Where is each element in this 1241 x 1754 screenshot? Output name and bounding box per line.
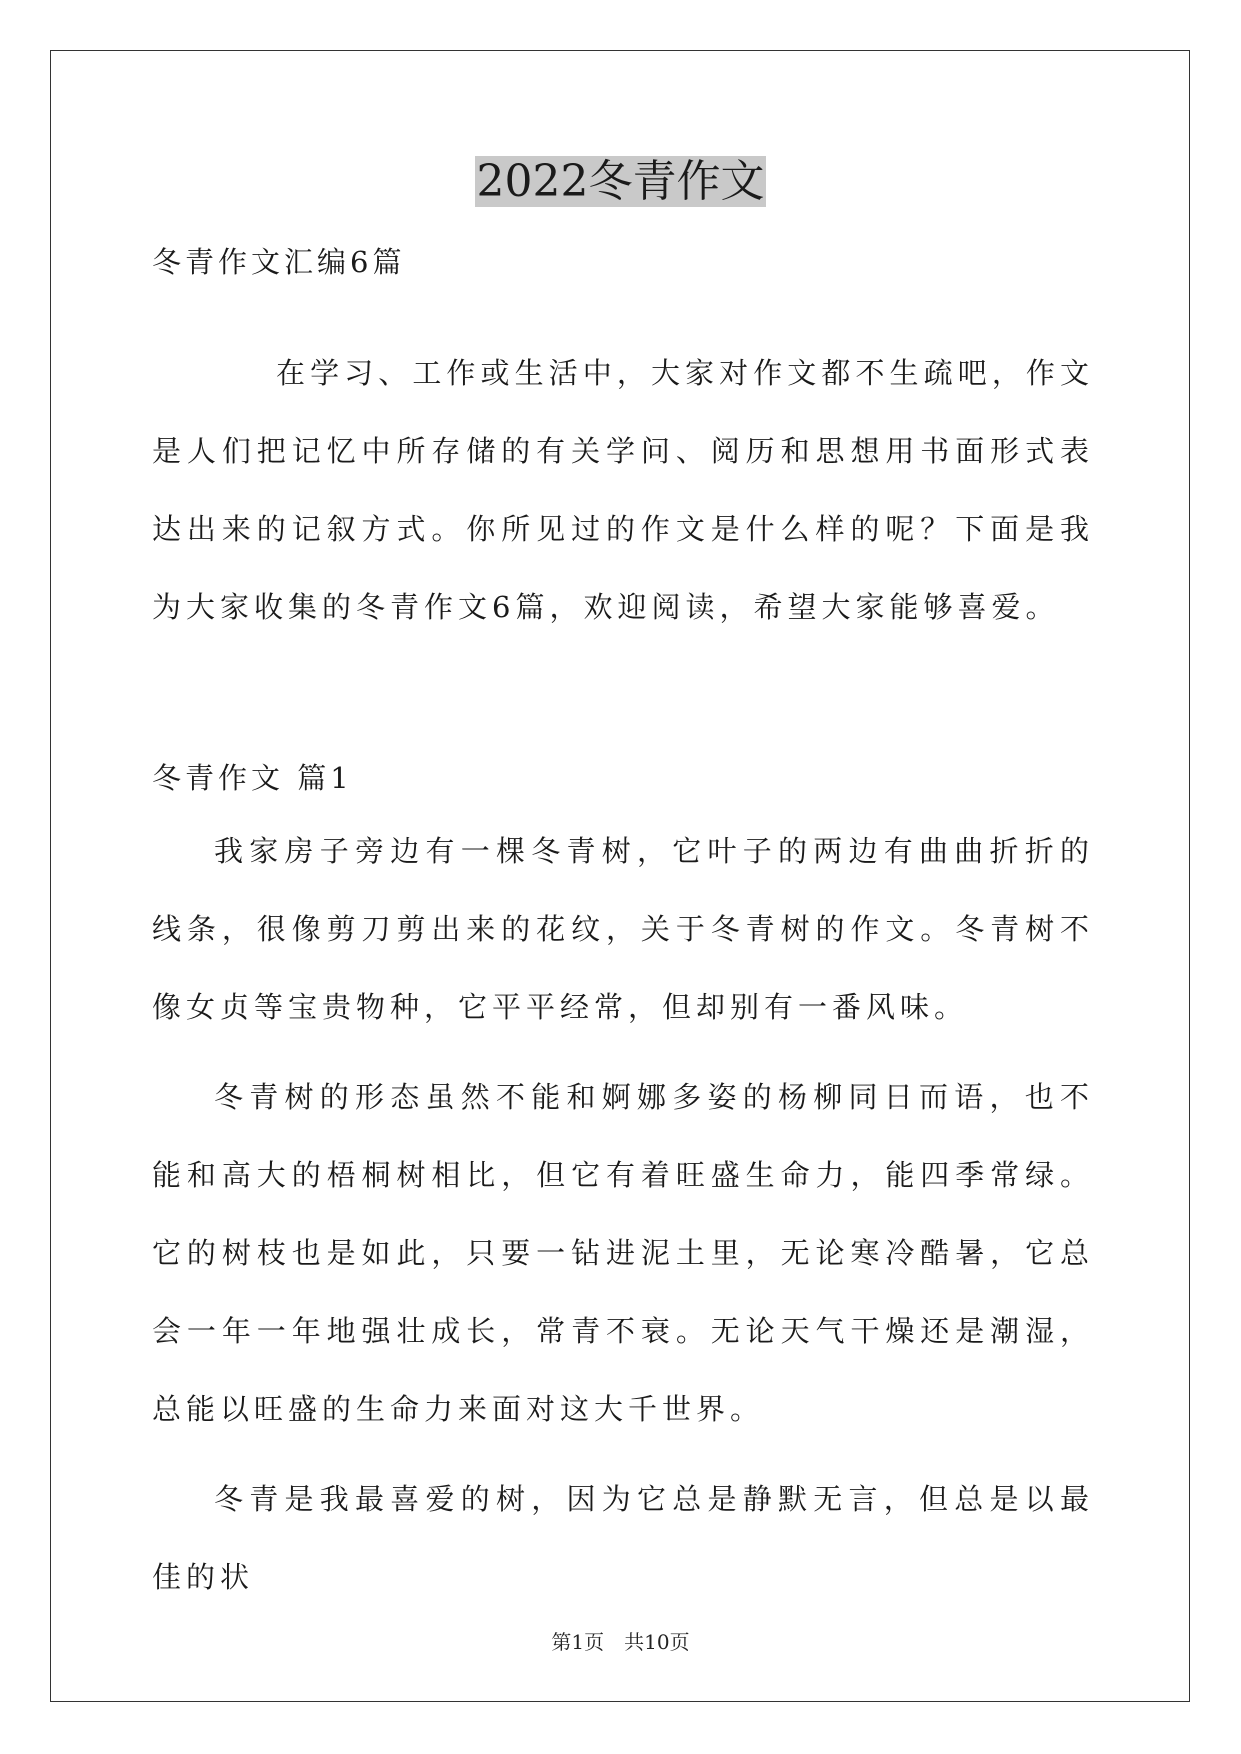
page-footer: [0, 1628, 1241, 1656]
document-title: [0, 152, 1241, 212]
body-paragraph: 冬青树的形态虽然不能和婀娜多姿的杨柳同日而语，也不能和高大的梧桐树相比，但它有着旺盛生命力，能四季常绿。它的树枝也是如此，只要一钻进泥土里，无论寒冷酷暑，它总会一年一年地强壮成长，常青不衰。无论天气干燥还是潮湿，总能以旺盛的生命力来面对这大千世界。: [152, 1080, 1094, 1426]
document-title-text: 2022冬青作文: [476, 156, 765, 207]
section-heading: 冬青作文 篇1: [152, 761, 353, 795]
page-number: 第1页: [551, 1630, 605, 1654]
body-paragraph: 冬青是我最喜爱的树，因为它总是静默无言，但总是以最佳的状: [152, 1482, 1094, 1594]
body-paragraph: 我家房子旁边有一棵冬青树，它叶子的两边有曲曲折折的线条，很像剪刀剪出来的花纹，关于冬青树的作文。冬青树不像女贞等宝贵物种，它平平经常，但却别有一番风味。: [152, 834, 1094, 1024]
page-total: 共10页: [624, 1630, 690, 1654]
document-subtitle: 冬青作文汇编6篇: [152, 245, 406, 279]
intro-paragraph: 在学习、工作或生活中，大家对作文都不生疏吧，作文是人们把记忆中所存储的有关学问、阅历和思想用书面形式表达出来的记叙方式。你所见过的作文是什么样的呢？下面是我为大家收集的冬青作文6篇，欢迎阅读，希望大家能够喜爱。: [152, 356, 1094, 624]
